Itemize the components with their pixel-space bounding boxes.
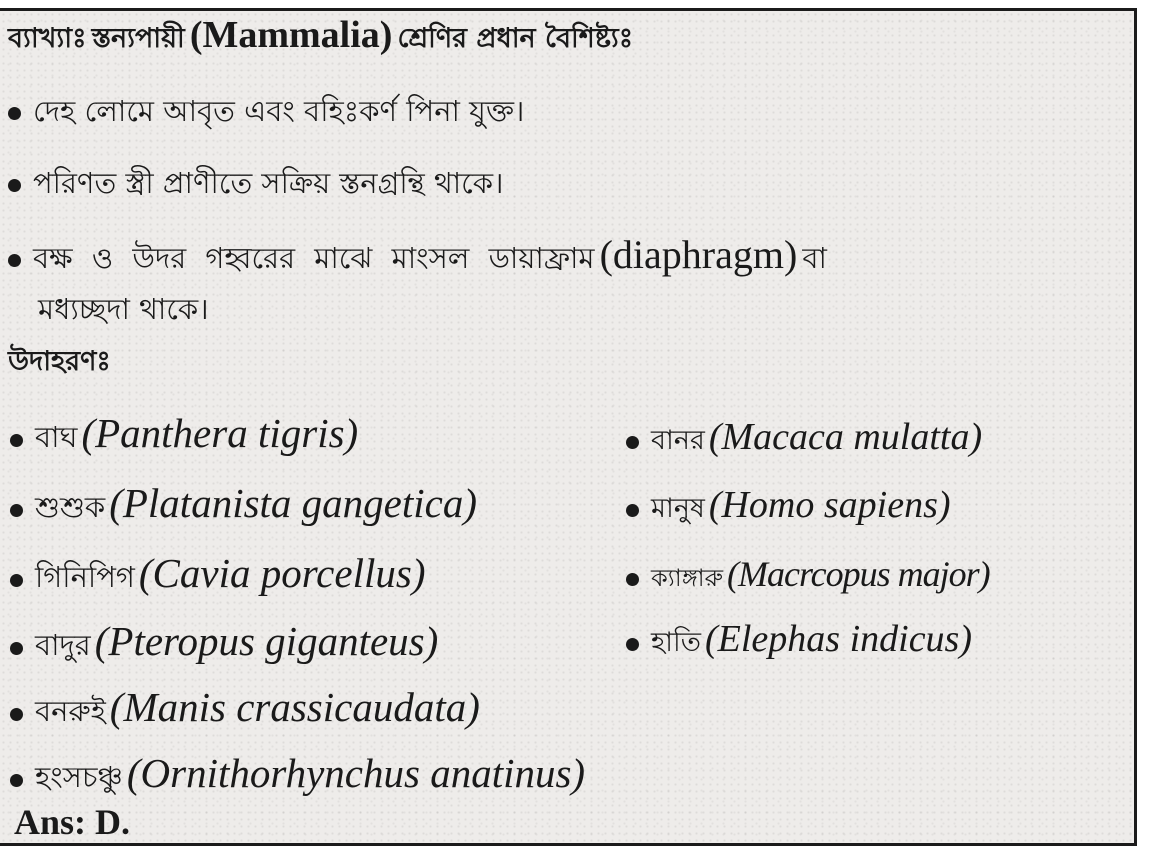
example-common-name: বানর — [651, 425, 705, 456]
example-scientific-name: (Panthera tigris) — [81, 410, 359, 456]
example-scientific-name: (Homo sapiens) — [708, 484, 951, 526]
point-text-end: বা — [802, 241, 827, 275]
explanation-label: ব্যাখ্যাঃ — [8, 23, 87, 54]
answer-line: Ans: D. — [14, 802, 131, 842]
bullet-icon — [626, 573, 639, 586]
example-scientific-name: (Cavia porcellus) — [138, 550, 426, 596]
bullet-icon — [8, 107, 21, 120]
point-item — [8, 231, 1128, 285]
bullet-icon — [626, 436, 639, 449]
example-common-name: হংসচঞ্চু — [35, 760, 123, 794]
example-scientific-name: (Macaca mulatta) — [708, 416, 983, 458]
explanation-box — [0, 8, 1137, 846]
example-item — [10, 409, 358, 464]
example-item — [10, 479, 477, 534]
bullet-icon — [8, 179, 21, 192]
title-bengali: স্তন্যপায়ী — [91, 23, 185, 54]
example-item — [10, 749, 585, 804]
bullet-icon — [626, 638, 639, 651]
example-item — [626, 483, 951, 533]
example-item — [626, 415, 982, 465]
example-common-name: বনরুই — [35, 694, 106, 728]
bullet-icon — [10, 574, 23, 587]
example-scientific-name: (Platanista gangetica) — [109, 480, 478, 526]
point-text: মধ্যচ্ছদা থাকে। — [38, 292, 209, 326]
example-scientific-name: (Ornithorhynchus anatinus) — [126, 750, 586, 796]
point-text: বক্ষ ও উদর গহ্বরের মাঝে মাংসল ডায়াফ্রাম — [33, 241, 595, 275]
bullet-icon — [10, 642, 23, 655]
point-text: পরিণত স্ত্রী প্রাণীতে সক্রিয় স্তনগ্রন্থি থাকে। — [33, 166, 504, 200]
example-common-name: হাতি — [651, 627, 701, 658]
example-common-name: বাদুর — [35, 628, 91, 662]
bullet-icon — [10, 708, 23, 721]
point-text: দেহ লোমে আবৃত এবং বহিঃকর্ণ পিনা যুক্ত। — [33, 94, 525, 128]
explanation-heading — [8, 13, 633, 63]
point-item — [8, 161, 503, 210]
bullet-icon — [8, 254, 21, 267]
bullet-icon — [10, 774, 23, 787]
example-common-name: গিনিপিগ — [35, 560, 135, 594]
example-item — [10, 549, 425, 604]
example-scientific-name: (Pteropus giganteus) — [94, 618, 439, 664]
point-item — [8, 89, 524, 138]
point-continuation — [38, 287, 209, 336]
example-common-name: শুশুক — [35, 490, 106, 524]
example-item — [626, 617, 972, 667]
example-item — [10, 683, 480, 738]
bullet-icon — [626, 504, 639, 517]
example-scientific-name: (Macrcopus major) — [727, 554, 990, 594]
title-latin: (Mammalia) — [189, 14, 393, 56]
example-scientific-name: (Manis crassicaudata) — [109, 684, 480, 730]
example-item — [10, 617, 438, 672]
examples-heading: উদাহরণঃ — [8, 346, 111, 377]
example-common-name: মানুষ — [651, 493, 705, 524]
bullet-icon — [10, 504, 23, 517]
example-common-name: ক্যাঙ্গারু — [651, 564, 724, 592]
example-item — [626, 553, 990, 600]
title-rest: শ্রেণির প্রধান বৈশিষ্ট্যঃ — [397, 23, 634, 54]
example-scientific-name: (Elephas indicus) — [705, 618, 973, 660]
point-text-latin: (diaphragm) — [599, 232, 798, 277]
example-common-name: বাঘ — [35, 420, 78, 454]
bullet-icon — [10, 434, 23, 447]
